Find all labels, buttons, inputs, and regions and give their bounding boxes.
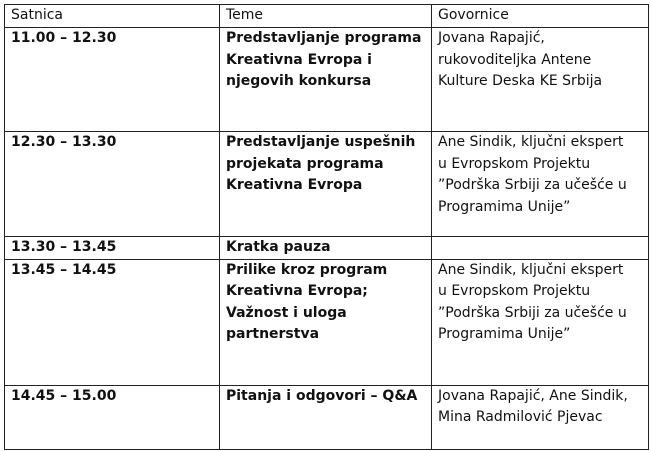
table-row [5,28,649,132]
topic-cell [220,132,432,237]
topic-line: njegovih konkursa [226,73,372,89]
topic-cell [220,28,432,132]
topic-line: Prilike kroz program [226,261,388,278]
speaker-line: Mina Radmilović Pjevac [438,409,603,425]
speakers-cell [432,237,649,260]
topic-cell [220,385,432,449]
speakers-cell [432,259,649,385]
speaker-line: Jovana Rapajić, [438,30,545,46]
speaker-line: Ane Sindik, ključni ekspert [438,134,624,150]
topic-line: projekata programa [226,155,384,172]
table-header-row [5,5,649,28]
topic-line: Važnost i uloga [226,304,347,321]
table-row [5,237,649,260]
time-cell: 11.00 – 12.30 [5,28,220,132]
table-row [5,385,649,449]
speaker-line: ”Podrška Srbiji za učešće u [438,304,627,321]
time-cell: 13.45 – 14.45 [5,259,220,385]
topic-cell [220,237,432,260]
table-row [5,259,649,385]
topic-line: Predstavljanje programa [226,30,422,46]
speaker-line: u Evropskom Projektu [438,283,591,299]
header-topic: Teme [220,5,432,28]
agenda-table [4,4,649,450]
topic-line: Kreativna Evropa [226,177,363,193]
header-time: Satnica [5,5,220,28]
time-cell: 12.30 – 13.30 [5,132,220,237]
table-row [5,132,649,237]
speaker-line: Ane Sindik, ključni ekspert [438,261,624,278]
speaker-line: rukovoditeljka Antene [438,51,592,68]
speaker-line: Kulture Deska KE Srbija [438,73,603,89]
topic-line: Kreativna Evropa; [226,283,368,299]
header-speakers: Govornice [432,5,649,28]
speakers-cell [432,28,649,132]
time-cell: 13.30 – 13.45 [5,237,220,260]
topic-cell [220,259,432,385]
topic-line: Pitanja i odgovori – Q&A [226,387,418,404]
topic-line: Kratka pauza [226,239,331,255]
speaker-line: Programima Unije” [438,326,571,342]
time-cell: 14.45 – 15.00 [5,385,220,449]
speaker-line: ”Podrška Srbiji za učešće u [438,177,627,193]
speakers-cell [432,132,649,237]
speaker-line: Programima Unije” [438,198,571,215]
topic-line: Predstavljanje uspešnih [226,134,416,150]
topic-line: partnerstva [226,326,320,342]
topic-line: Kreativna Evropa i [226,51,372,68]
speakers-cell [432,385,649,449]
speaker-line: Jovana Rapajić, Ane Sindik, [438,387,628,404]
speaker-line: u Evropskom Projektu [438,155,591,172]
